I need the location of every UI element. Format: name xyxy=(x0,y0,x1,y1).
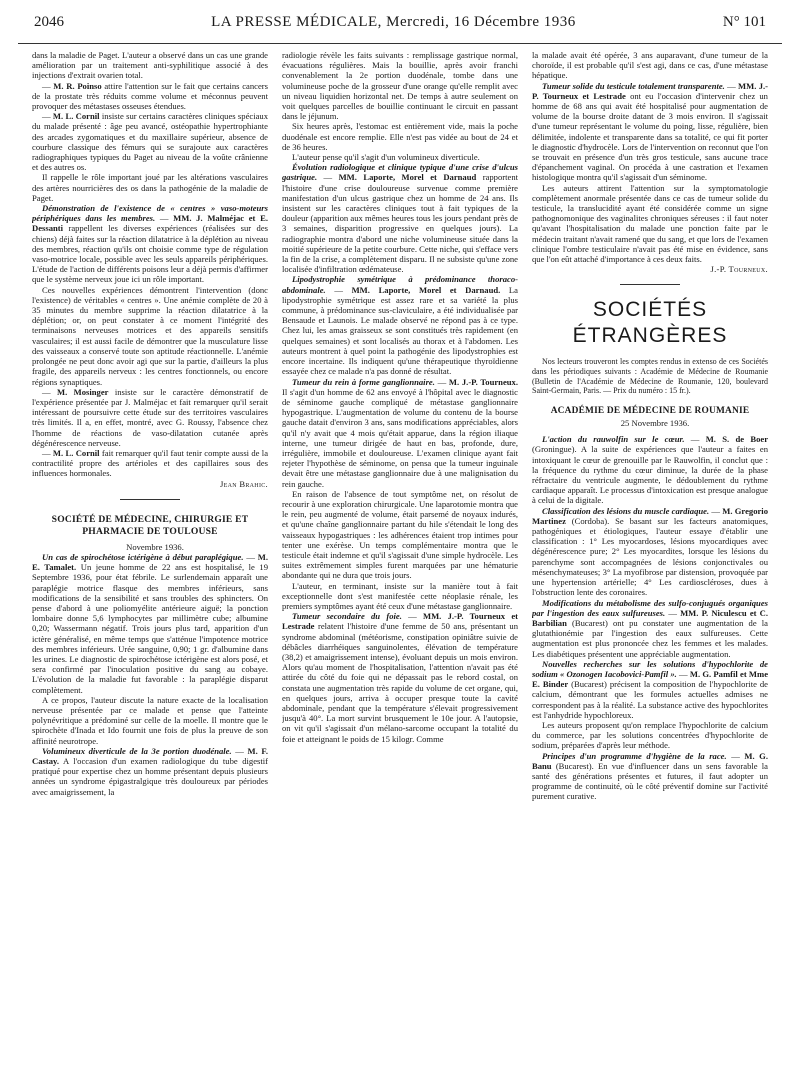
paragraph: Il rappelle le rôle important joué par les altérations vasculaires des artères nourricières des os dans la pathogénie de la maladie de Paget. xyxy=(32,172,268,203)
article-title: Lipodystrophie symétrique à prédominance thoraco-abdominale. xyxy=(282,274,518,295)
article: L'action du rauwolfin sur le cœur. — M. S. de Boer (Groningue). A la suite de expériences que l'auteur a faites en intoxiquant le cœur de grenouille par le Rauwolfin, il conclut que : la fréquence du rythme du cœur diminue, la durée de la phase réfractaire du ventricule augmente, le dédoublement du rythme cardiaque apparaît. Le processus d'intoxication est presque analogue à celui de la digitale. xyxy=(532,434,768,506)
article-title: Tumeur solide du testicule totalement transparente. xyxy=(542,80,725,91)
article-text: (Cordoba). Se basant sur les facteurs anatomiques, pathogéniques et étiologiques, l'auteur essaye d'établir une classification : 1° Les myocardoses, lésions myocardiques avec dégénérescence pure; 2° Les myocardites, lorsque les lésions du parenchyme sont accompagnées de lésions conjonctivales ou mésenchymateuses; 3° La myofibrose par distension, provoquée par une hypertension artérielle; 4° Les cardiosclérоses, dues à l'obstruction lente des coronaires. xyxy=(532,515,768,598)
article: Modifications du métabolisme des sulfo-conjugués organiques par l'ingestion des eaux sulfureuses. — MM. P. Niculescu et C. Barbilian (Bucarest) ont pu constater une augmentation de la glutathionémie par l'ingestion des eaux sulfureuses. Cette augmentation est plus prononcée chez les femmes et les malades. Les diabétiques présentent une appréciable augmentation. xyxy=(532,597,768,659)
divider xyxy=(620,284,680,285)
author-name: M. Gregorio Martinez xyxy=(532,505,768,526)
article-text: (Bucarest) précisent la composition de l'hypochlorite de calcium, démontrant que les formules actuelles admises ne correspondent pas à la réalité. La substance active des hypochlorites est l'anhydride hypochloreux. xyxy=(532,679,768,720)
author-name: M. R. Poinso xyxy=(53,80,102,91)
signature: Jean Brahic. xyxy=(220,478,268,489)
author-name: MM. J.-P. Tourneux et Lestrade xyxy=(532,80,768,101)
article-text: (Groningue). A la suite de expériences que l'auteur a faites en intoxiquant le cœur de grenouille par le Rauwolfin, il conclut que : la fréquence du rythme du cœur diminue, la durée de la phase réfractaire du ventricule augmente, le dédoublement du rythme cardiaque apparaît. Le processus d'intoxication est presque analogue à celui de la digitale. xyxy=(532,444,768,506)
article-title: Un cas de spirochétose ictérigène à début paraplégique. xyxy=(42,551,244,562)
article-title: Nouvelles recherches sur les solutions d'hypochlorite de sodium « Ozonogen Iacobovici-Pamfil ». xyxy=(532,658,768,679)
author-name: MM. Laporte, Morel et Darnaud. xyxy=(351,284,501,295)
paragraph: — M. Mosinger insiste sur le caractère démonstratif de l'expérience présentée par J. Malméjac et fait remarquer qu'il serait intéressant de poursuivre cette étude sur des territoires vasculaires très limités. Il a, en effet, montré, avec G. Roussy, l'absence chez l'homme de réactions de vaso-dilatation cutanée après dégénérescence nerveuse. xyxy=(32,386,268,448)
article: Démonstration de l'existence de « centres » vaso-moteurs périphériques dans les membres. — MM. J. Malméjac et E. Dessanti rappellent les diverses expériences (réalisées sur des chiens) déjà faites sur la réaction dilatatrice à la déplétion au niveau des membres, réaction qu'ils ont choisie comme type de régulation vaso-motrice locale, possible avec les seuls appareils périphériques. L'étude de l'action de différents poisons leur a déjà permis d'affirmer que le système nerveux joue ici un rôle important. xyxy=(32,203,268,285)
article-title: Évolution radiologique et clinique typique d'une crise d'ulcus gastrique. xyxy=(282,162,518,183)
journal-title: LA PRESSE MÉDICALE, Mercredi, 16 Décembre 1936 xyxy=(211,14,576,30)
article-title: Classification des lésions du muscle cardiaque. xyxy=(542,505,710,516)
article-text: A l'occasion d'un examen radiologique du tube digestif pratiqué pour expertise chez un homme présentant depuis plusieurs années un syndrome épigastralgique très douloureux par périodes avec amaigrissement, la xyxy=(32,756,268,797)
article: Classification des lésions du muscle cardiaque. — M. Gregorio Martinez (Cordoba). Se basant sur les facteurs anatomiques, pathogéniques et étiologiques, l'auteur essaye d'établir une classification : 1° Les myocardoses, lésions myocardiques avec dégénérescence pure; 2° Les myocardites, lorsque les lésions du parenchyme sont accompagnées de lésions conjonctivales ou mésenchymateuses; 3° La myofibrose par distension, provoquée par une hypertension artérielle; 4° Les cardiosclérоses, dues à l'obstruction lente des coronaires. xyxy=(532,505,768,598)
paragraph-text: fait remarquer qu'il faut tenir compte aussi de la contractilité propre des artérioles et des capillaires sous des influences hormonales. xyxy=(32,447,268,479)
article: Principes d'un programme d'hygiène de la race. — M. G. Banu (Bucarest). En vue d'influencer dans un sens favorable la santé des générations présentes et futures, il faut adopter un programme de continuité, où le côté préventif domine sur l'activité purement curative. xyxy=(532,750,768,802)
author-name: M. G. Banu xyxy=(532,750,768,771)
article-title: Volumineux diverticule de la 3e portion duodénale. xyxy=(42,745,232,756)
author-name: MM. J. Malméjac et E. Dessanti xyxy=(32,213,268,234)
paragraph: L'auteur pense qu'il s'agit d'un volumineux diverticule. xyxy=(292,152,480,163)
paragraph: la malade avait été opérée, 3 ans auparavant, d'une tumeur de la choroïde, il est probable qu'il s'est agi, dans ce cas, d'une métastase hépatique. xyxy=(532,50,768,81)
academy-date: 25 Novembre 1936. xyxy=(620,418,690,429)
author-name: M. F. Castay. xyxy=(32,745,268,766)
article-text: Un jeune homme de 22 ans est hospitalisé, le 19 Septembre 1936, pour état fébrile. Le surlendemain apparaît une paraplégie motrice flasque des membres inférieurs, sans modifications de la sensibilité et sans troubles des sphincters. On pense d'abord à une poliomyélite antérieure aiguë; la ponction lombaire donne 5,6 lymphocytes par millimètre cube; albumine 0,20; Wassermann négatif. Trois jours plus tard, apparition d'un ictère généralisé, en même temps que s'atténue l'impotence motrice des membres inférieurs. Urée sanguine, 0,90; 1 gr. d'albumine dans les urines. Le diagnostic de spirochétose ictérigène est alors posé, et sera confirmé par l'inoculation positive du sang au cobaye. L'évolution de la maladie fut favorable : la paraplégie disparut complètement. xyxy=(32,562,268,695)
section-title: SOCIÉTÉS ÉTRANGÈRES xyxy=(572,298,728,348)
paragraph-text: insiste sur le caractère démonstratif de l'expérience présentée par J. Malméjac et fait remarquer qu'il serait intéressant de poursuivre cette étude sur des territoires vasculaires très limités. Il a, en effet, montré, avec G. Roussy, l'absence chez l'homme de réactions de vaso-dilatation cutanée après dégénérescence nerveuse. xyxy=(32,386,268,448)
paragraph: Ces nouvelles expériences démontrent l'intervention (donc l'existence) de véritables « centres ». Une anémie complète de 20 à 35 minutes du membre supprime la réaction dilatatrice à la déplétion; or, on peut constater à ce moment l'intégrité des terminaisons nerveuses motrices et des appareils sensitifs vasculaires; il est aussi facile de démontrer que la musculature lisse des vaisseaux a conservé toute son aptitude réactionnelle. L'anémie prolongée ne peut donc avoir agi que sur la partie, d'ailleurs la plus fragile, des appareils nerveux : les centres fonctionnels, ou encore régions synaptiques. xyxy=(32,284,268,387)
paragraph: — M. L. Cornil fait remarquer qu'il faut tenir compte aussi de la contractilité propre des artérioles et des capillaires sous des influences hormonales. xyxy=(32,447,268,479)
author-name: M. L. Cornil xyxy=(52,447,100,458)
author-name: M. Mosinger xyxy=(56,386,109,397)
paragraph: Six heures après, l'estomac est entièrement vide, mais la poche duodénale est encore remplie. Elle n'est pas vidée au bout de 24 et de 36 heures. xyxy=(282,121,518,152)
paragraph: Les auteurs proposent qu'on remplace l'hypochlorite de calcium du commerce, par les solutions concentrées d'hypochlorite de sodium, préparées d'après leur méthode. xyxy=(532,719,768,751)
page-header xyxy=(18,14,782,44)
columns xyxy=(18,44,782,1070)
signature: J.-P. Tourneux. xyxy=(710,264,768,275)
article-text: Il s'agit d'un homme de 62 ans envoyé à l'hôpital avec le diagnostic de séminome gauche compliqué de métastase ganglionnaire hypogastrique. L'augmentation de volume du contenu de la bourse gauche datait d'environ 3 ans, sans modifications appréciables, alors qu'il n'y avait que 4 mois qu'était apparue, dans la région iliaque interne, une tumeur dirigée de haut en bas, profonde, dure, irrégulière, immobile et douloureuse. L'examen clinique ayant fait rejeter l'hypothèse de séminome, on pensa que la tumeur inguinale devait être une métastase ganglionnaire due à une malignisation du rein gauche. xyxy=(282,386,518,489)
editorial-note: Nos lecteurs trouveront les comptes rendus in extenso de ces Sociétés dans les périodiques suivants : Académie de Médecine de Roumanie (Bulletin de l'Académie de Médecine de Roumanie, 120, boulevard Saint-Germain, Paris. — Prix du numéro : 15 fr.). xyxy=(532,357,768,396)
article: Lipodystrophie symétrique à prédominance thoraco-abdominale. — MM. Laporte, Morel et Darnaud. La lipodystrophie symétrique est assez rare et sa variété la plus commune, à prédominance sus-claviculaire, a été individualisée par Bensaude et Launois. Le malade observé ne répond pas à ce type. Chez lui, les amas graisseux se sont constitués très rapidement (en quelques semaines) et sont localisés au thorax et à l'abdomen. Les auteurs montrent à quel point la pathogénie des lipodystrophies est encore incertaine. Ils indiquent qu'une thérapeutique thyroïdienne essayée chez ce malade n'a pas donné de résultat. xyxy=(282,274,518,377)
column-3 xyxy=(532,50,768,1070)
article-text: rappellent les diverses expériences (réalisées sur des chiens) déjà faites sur la réaction dilatatrice à la déplétion au niveau des membres, réaction qu'ils ont choisie comme type de régulation vaso-motrice locale, possible avec les seuls appareils périphériques. L'étude de l'action de différents poisons leur a déjà permis d'affirmer que le système nerveux joue ici un rôle important. xyxy=(32,223,268,285)
article-text: (Bucarest) ont pu constater une augmentation de la glutathionémie par l'ingestion des eaux sulfureuses. Cette augmentation est plus prononcée chez les femmes et les malades. Les diabétiques présentent une appréciable augmentation. xyxy=(532,617,768,659)
article-text: (Bucarest). En vue d'influencer dans un sens favorable la santé des générations présentes et futures, il faut adopter un programme de continuité, où le côté préventif domine sur l'activité purement curative. xyxy=(532,760,768,802)
article: Tumeur du rein à forme ganglionnaire. — M. J.-P. Tourneux. Il s'agit d'un homme de 62 ans envoyé à l'hôpital avec le diagnostic de séminome gauche compliqué de métastase ganglionnaire hypogastrique. L'augmentation de volume du contenu de la bourse gauche datait d'environ 3 ans, sans modifications appréciables, alors qu'il n'y avait que 4 mois qu'était apparue, dans la région iliaque interne, une tumeur dirigée de haut en bas, profonde, dure, irrégulière, immobile et douloureuse. L'examen clinique ayant fait rejeter l'hypothèse de séminome, on pensa que la tumeur inguinale devait être une métastase ganglionnaire due à une malignisation du rein gauche. xyxy=(282,376,518,489)
paragraph: En raison de l'absence de tout symptôme net, on résolut de recourir à une exploration chirurgicale. Une laparotomie montra que le rein, peu augmenté de volume, était parsemé de noyaux indurés, et qu'une chaîne ganglionnaire partant du hile s'étendait le long des vaisseaux hypogastriques : les adhérences étaient trop intimes pour tenter une exérèse. Un temps complémentaire montra que le testicule était indemne et qu'il s'agissait d'une simple hydrocèle. Les suites extrêmement simples furent marquées par une hématurie abondante qui ne dura que trois jours. xyxy=(282,488,518,581)
article-text: ont eu l'occasion d'intervenir chez un homme de 68 ans qui avait été hospitalisé pour augmentation de volume de la bourse droite datant de 3 mois environ. Il s'agissait d'une tumeur représentant le volume du poing, lisse, régulière, bien délimitée, indolente et transparente dans sa totalité, ce qui fit porter le diagnostic d'hydrocèle. Lors de l'intervention on reconnut que l'on se trouvait en présence d'un très gros testicule, sans aucune trace d'épanchement vaginal. On procéda à une castration et l'examen histologique montra qu'il s'agissait d'un séminome. xyxy=(532,90,768,183)
author-name: M. G. Pamfil et Mme E. Binder xyxy=(532,668,768,690)
article: Tumeur secondaire du foie. — MM. J.-P. Tourneux et Lestrade relatent l'histoire d'une femme de 50 ans, présentant un syndrome abdominal (météorisme, constipation opiniâtre suivie de débâcles diarrhéiques sanguinolentes, élévation de température (38,2) et amaigrissement intense), évoluant depuis un mois environ. Alors qu'au moment de l'hospitalisation, l'attention n'avait pas été attirée du côté du foie qui ne dépassait pas le rebord costal, on constata une augmentation très rapide du volume de cet organe, qui, en quelques jours, arriva à occuper presque toute la cavité abdominale, pendant que la température s'élevait progressivement jusqu'à 40°. La mort survint brusquement le 10e jour. A l'autopsie, on vit qu'il s'agissait d'un mélano-sarcome occupant la totalité du foie et atteignant le poids de 15 kilogr. Comme xyxy=(282,611,518,744)
paragraph-text: attire l'attention sur le fait que certains cancers de la prostate très réduits comme volume et méconnus peuvent provoquer des métastases osseuses étendues. xyxy=(32,80,268,112)
article: Nouvelles recherches sur les solutions d'hypochlorite de sodium « Ozonogen Iacobovici-Pamfil ». — M. G. Pamfil et Mme E. Binder (Bucarest) précisent la composition de l'hypochlorite de calcium, démontrant que les formules actuelles admises ne correspondent pas à la réalité. La substance active des hypochlorites est l'anhydride hypochloreux. xyxy=(532,658,768,720)
article-title: Modifications du métabolisme des sulfo-conjugués organiques par l'ingestion des eaux sulfureuses. xyxy=(532,597,768,618)
paragraph: dans la maladie de Paget. L'auteur a observé dans un cas une grande amélioration par un traitement anti-syphilitique associé à des injections d'extrait ovarien total. xyxy=(32,50,268,81)
article-text: relatent l'histoire d'une femme de 50 ans, présentant un syndrome abdominal (météorisme, constipation opiniâtre suivie de débâcles diarrhéiques sanguinolentes, élévation de température (38,2) et amaigrissement intense), évoluant depuis un mois environ. Alors qu'au moment de l'hospitalisation, l'attention n'avait pas été attirée du côté du foie qui ne dépassait pas le rebord costal, on constata une augmentation très rapide du volume de cet organe, qui, en quelques jours, arriva à occuper presque toute la cavité abdominale, pendant que la température s'élevait progressivement jusqu'à 40°. La mort survint brusquement le 10e jour. A l'autopsie, on vit qu'il s'agissait d'un mélano-sarcome occupant la totalité du foie et atteignant le poids de 15 kilogr. Comme xyxy=(282,621,518,744)
article-title: Tumeur du rein à forme ganglionnaire. xyxy=(292,376,435,387)
author-name: M. S. de Boer xyxy=(705,434,768,445)
paragraph: — M. L. Cornil insiste sur certains caractères cliniques spéciaux du malade présenté : âge peu avancé, ostéopathie hypertrophiante des arcades zygomatiques et du maxillaire supérieur, absence de courbure classique des fémurs qui se surajoute aux caractères radiographiques typiques du Paget au niveau de la voûte crânienne et des autres os. xyxy=(32,111,268,173)
article: Un cas de spirochétose ictérigène à début paraplégique. — M. E. Tamalet. Un jeune homme de 22 ans est hospitalisé, le 19 Septembre 1936, pour état fébrile. Le surlendemain apparaît une paraplégie motrice flasque des membres inférieurs, sans modifications de la sensibilité et sans troubles des sphincters. On pense d'abord à une poliomyélite antérieure aiguë; la ponction lombaire donne 5,6 lymphocytes par millimètre cube; albumine 0,20; Wassermann négatif. Trois jours plus tard, apparition d'un ictère généralisé, en même temps que s'atténue l'impotence motrice des membres inférieurs. Urée sanguine, 0,90; 1 gr. d'albumine dans les urines. Le diagnostic de spirochétose ictérigène est alors posé, et sera confirmé par l'inoculation positive du sang au cobaye. L'évolution de la maladie fut favorable : la paraplégie disparut complètement. xyxy=(32,551,268,695)
society-heading: SOCIÉTÉ DE MÉDECINE, CHIRURGIE ET PHARMACIE DE TOULOUSE xyxy=(51,513,249,537)
paragraph: L'auteur, en terminant, insiste sur la manière tout à fait exceptionnelle dont s'est manifestée cette néoplasie rénale, les premiers symptômes ayant été ceux d'une métastase ganglionnaire. xyxy=(282,580,518,611)
article: Évolution radiologique et clinique typique d'une crise d'ulcus gastrique. — MM. Laporte, Morel et Darnaud rapportent l'histoire d'une crise douloureuse survenue comme première manifestation d'un ulcus gastrique chez un homme de 24 ans. Ils insistent sur les caractères cliniques tout à fait typiques de la douleur (apparition aux mêmes heures tous les jours pendant près de 3 semaines, disparition progressive en quelques jours). La radiographie montra d'abord une niche volumineuse située dans la moitié supérieure de la petite courbure. Cette niche, qui s'efface vers la fin de la crise, a complètement disparu. Il ne subsiste qu'une zone localisée d'infiltration œdémateuse. xyxy=(282,162,518,275)
paragraph: A ce propos, l'auteur discute la nature exacte de la localisation nerveuse présentée par ce malade et pense que l'atteinte polynévritique a prédominé sur celle de la moelle. Il montre que le spirochète d'Inada et Ido fournit une fois de plus la preuve de son affinité neurotrope. xyxy=(32,694,268,746)
page-number: 2046 xyxy=(34,14,64,30)
article: Tumeur solide du testicule totalement transparente. — MM. J.-P. Tourneux et Lestrade ont eu l'occasion d'intervenir chez un homme de 68 ans qui avait été hospitalisé pour augmentation de volume de la bourse droite datant de 3 mois environ. Il s'agissait d'une tumeur représentant le volume du poing, lisse, régulière, bien délimitée, indolente et transparente dans sa totalité, ce qui fit porter le diagnostic d'hydrocèle. Lors de l'intervention on reconnut que l'on se trouvait en présence d'un très gros testicule, sans aucune trace d'épanchement vaginal. On procéda à une castration et l'examen histologique montra qu'il s'agissait d'un séminome. xyxy=(532,80,768,183)
divider xyxy=(120,499,180,500)
author-name: M. L. Cornil xyxy=(52,111,100,122)
paragraph: Les auteurs attirent l'attention sur la symptomatologie complètement anormale présentée dans ce cas de tumeur solide du testicule, la translucidité ayant été considérée comme un signe pathognomonique des vaginalites chroniques séreuses : il faut noter qu'avant l'hospitalisation du malade une ponction faite par le médecin traitant n'avait ramené que du sang, et que lors de l'examen clinique l'ombre testiculaire n'avait pas été mise en évidence, sans que l'on eût attaché d'importance à ces deux faits. xyxy=(532,182,768,265)
column-1 xyxy=(32,50,268,1070)
article: Volumineux diverticule de la 3e portion duodénale. — M. F. Castay. A l'occasion d'un examen radiologique du tube digestif pratiqué pour expertise chez un homme présentant depuis plusieurs années un syndrome épigastralgique très douloureux par périodes avec amaigrissement, la xyxy=(32,745,268,797)
paragraph: radiologie révèle les faits suivants : remplissage gastrique normal, évacuations régulières. Mais la bouillie, après avoir franchi convenablement la 2e portion duodénale, tombe dans une volumineuse poche de la grosseur d'une orange qu'elle remplit avec un niveau liquidien horizontal net. De temps à autre seulement on voit quelques parcelles de bouillie continuant le circuit en passant dans le jéjunum. xyxy=(282,50,518,122)
paragraph-text: insiste sur certains caractères cliniques spéciaux du malade présenté : âge peu avancé, ostéopathie hypertrophiante des arcades zygomatiques et du maxillaire supérieur, absence de courbure classique des fémurs qui se surajoute aux caractères radiographiques typiques du Paget au niveau de la voûte crânienne et des autres os. xyxy=(32,111,268,173)
academy-heading: ACADÉMIE DE MÉDECINE DE ROUMANIE xyxy=(550,405,750,416)
article-text: La lipodystrophie symétrique est assez rare et sa variété la plus commune, à prédominance sus-claviculaire, a été individualisée par Bensaude et Launois. Le malade observé ne répond pas à ce type. Chez lui, les amas graisseux se sont constitués très rapidement (en quelques semaines) et sont localisés au thorax et à l'abdomen. Les auteurs montrent à quel point la pathogénie des lipodystrophies est encore incertaine. Ils indiquent qu'une thérapeutique thyroïdienne essayée chez ce malade n'a pas donné de résultat. xyxy=(282,284,518,377)
paragraph: — M. R. Poinso attire l'attention sur le fait que certains cancers de la prostate très réduits comme volume et méconnus peuvent provoquer des métastases osseuses étendues. xyxy=(32,80,268,112)
article-title: Principes d'un programme d'hygiène de la race. xyxy=(542,750,727,761)
column-2 xyxy=(282,50,518,1070)
author-name: M. E. Tamalet. xyxy=(32,551,268,573)
author-name: MM. P. Niculescu et C. Barbilian xyxy=(532,607,768,628)
article-title: L'action du rauwolfin sur le cœur. xyxy=(542,434,685,445)
issue-number: N° 101 xyxy=(722,14,766,30)
society-date: Novembre 1936. xyxy=(126,541,184,552)
article-title: Tumeur secondaire du foie. xyxy=(292,611,402,622)
author-name: MM. J.-P. Tourneux et Lestrade xyxy=(282,611,518,632)
author-name: MM. Laporte, Morel et Darnaud xyxy=(338,172,477,183)
article-title: Démonstration de l'existence de « centres » vaso-moteurs périphériques dans les membres. xyxy=(32,203,268,224)
article-text: rapportent l'histoire d'une crise douloureuse survenue comme première manifestation d'un ulcus gastrique chez un homme de 24 ans. Ils insistent sur les caractères cliniques tout à fait typiques de la douleur (apparition aux mêmes heures tous les jours pendant près de 3 semaines, disparition progressive en quelques jours). La radiographie montra d'abord une niche volumineuse située dans la moitié supérieure de la petite courbure. Cette niche, qui s'efface vers la fin de la crise, a complètement disparu. Il ne subsiste qu'une zone localisée d'infiltration œdémateuse. xyxy=(282,172,518,275)
author-name: M. J.-P. Tourneux. xyxy=(448,376,518,387)
